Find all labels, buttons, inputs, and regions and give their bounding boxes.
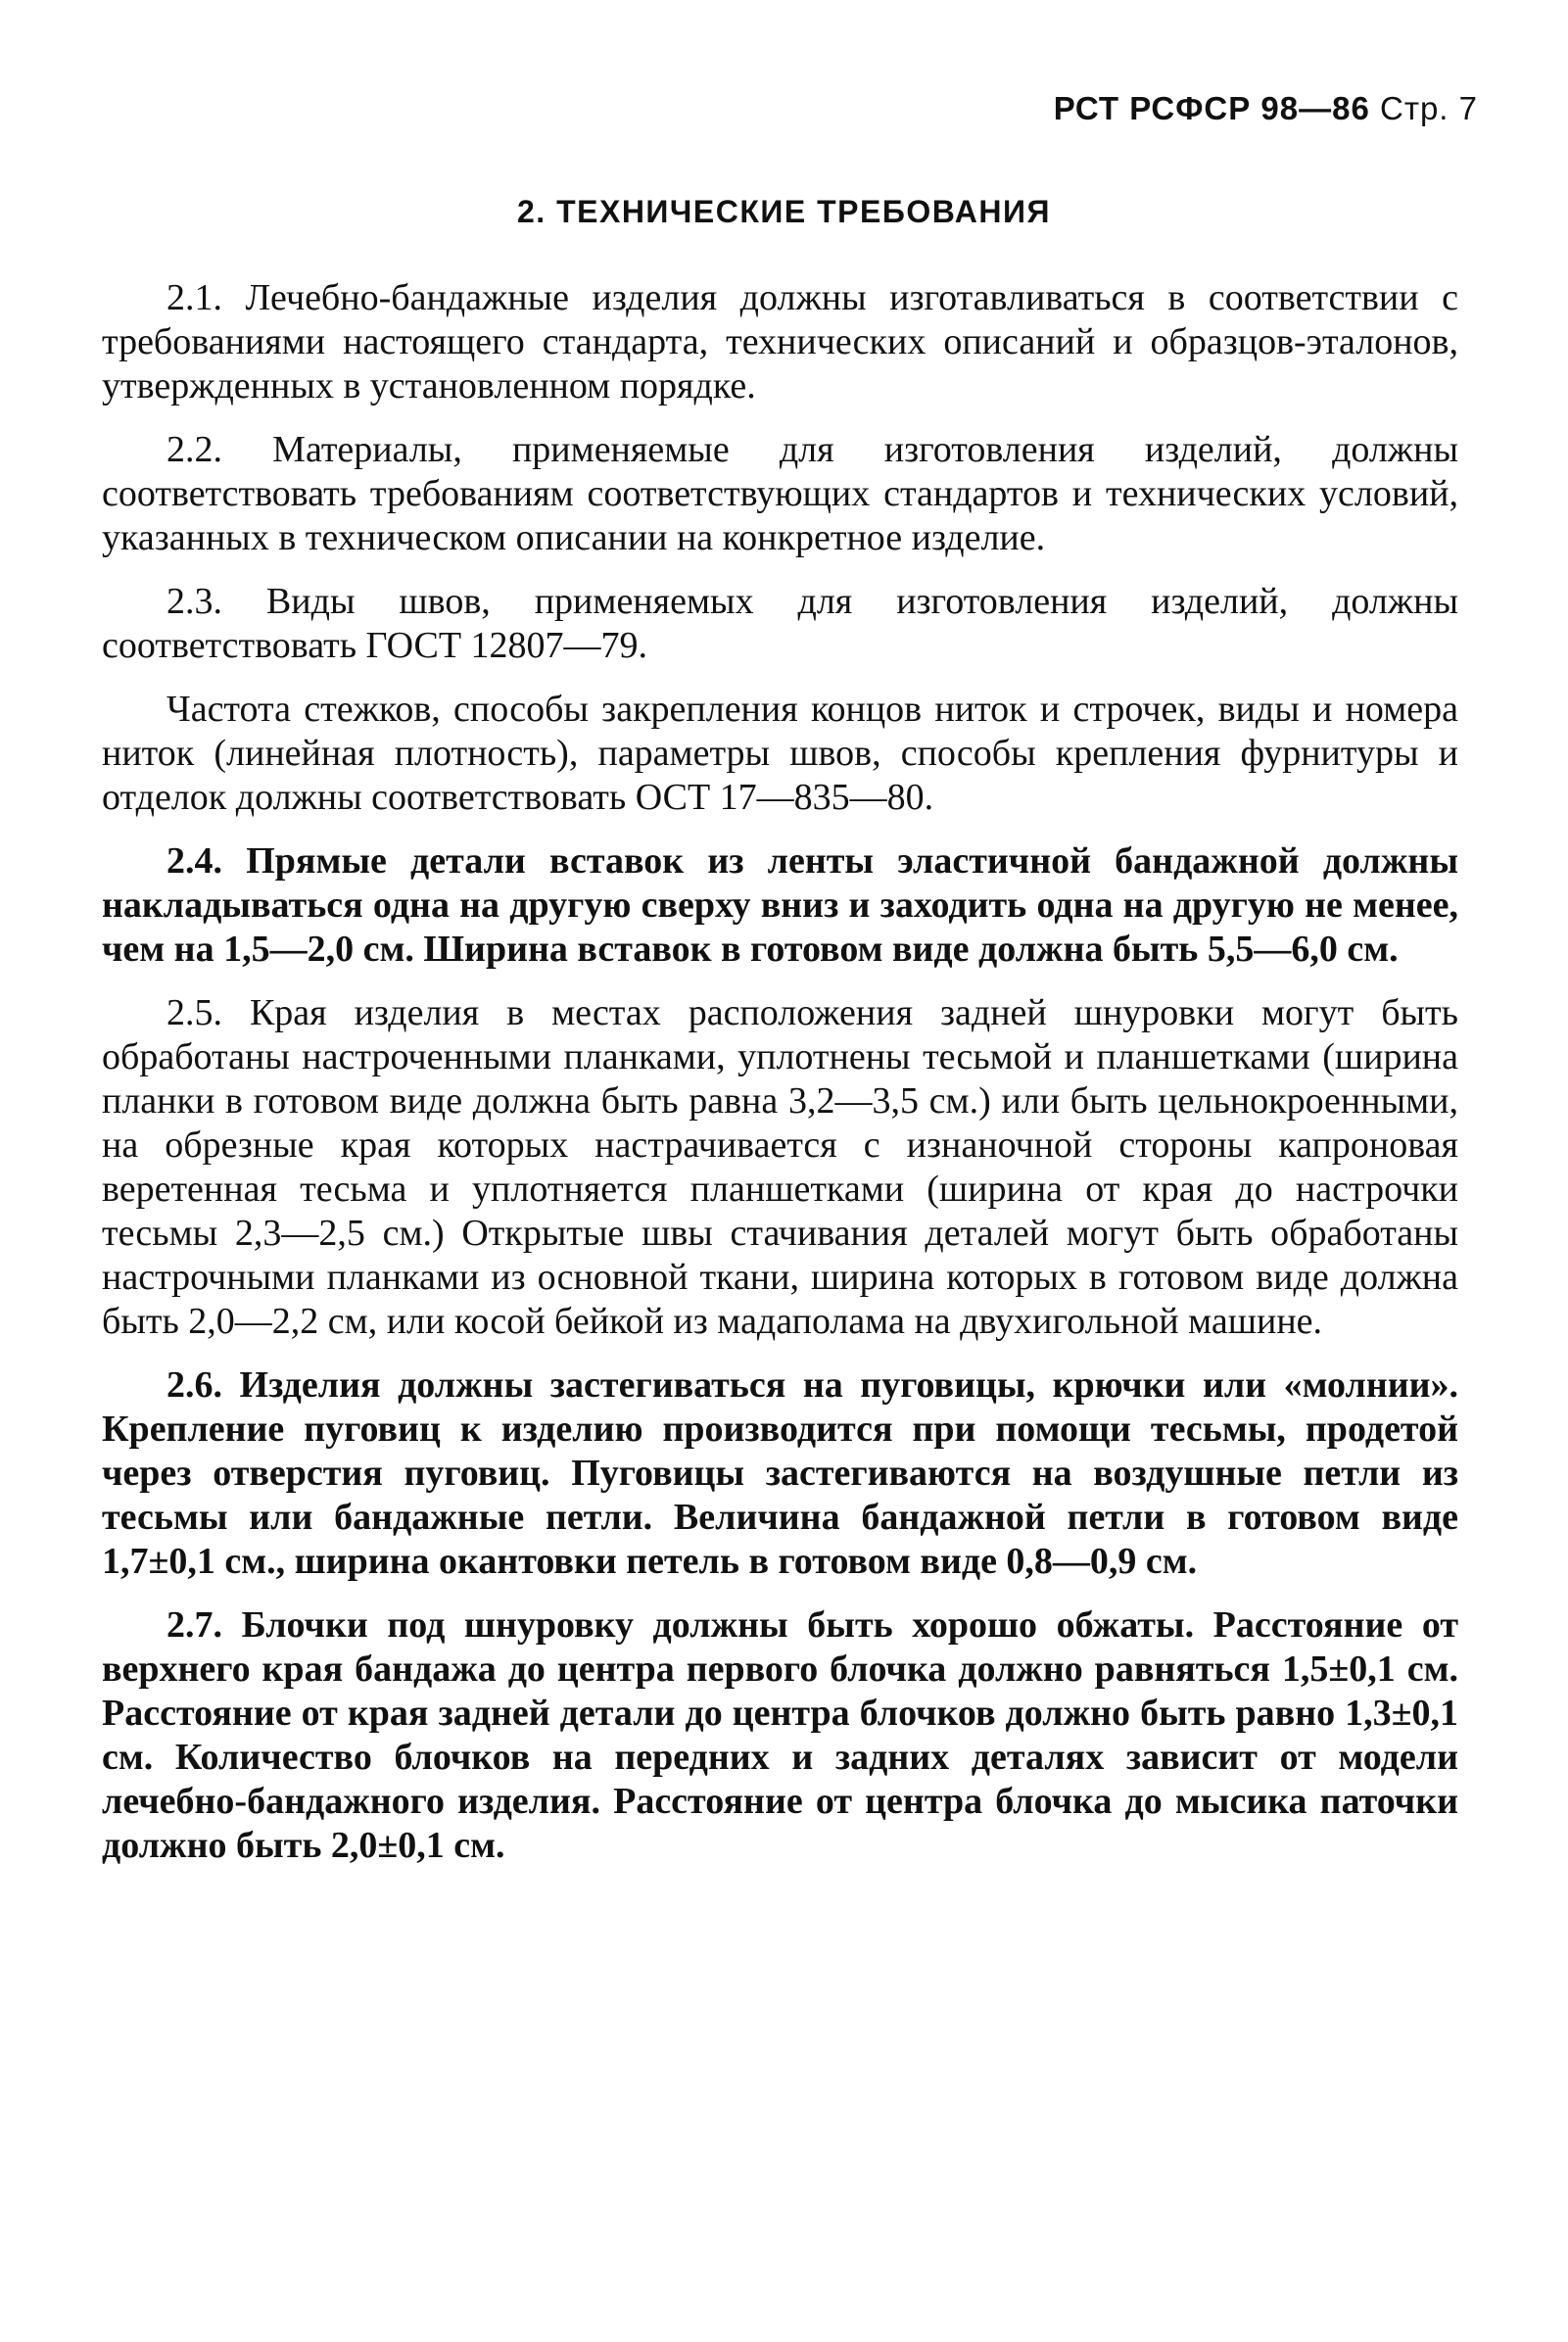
page-header (1054, 90, 1478, 127)
paragraph-2-3-continuation: Частота стежков, способы закрепления концов ниток и строчек, виды и номера ниток (линейная плотность), параметры швов, способы крепления фурнитуры и отделок должны соответствовать ОСТ 17—835—80. (102, 689, 1458, 818)
page-number: Стр. 7 (1380, 90, 1478, 126)
paragraph-2-7: 2.7. Блочки под шнуровку должны быть хорошо обжаты. Расстояние от верхнего края бандажа до центра первого блочка должно равняться 1,5±0,1 см. Расстояние от края задней детали до центра блочков должно быть равно 1,3±0,1 см. Количество блочков на передних и задних деталях зависит от модели лечебно-бандажного изделия. Расстояние от центра блочка до мысика паточки должно быть 2,0±0,1 см. (102, 1604, 1458, 1866)
section-title: 2. ТЕХНИЧЕСКИЕ ТРЕБОВАНИЯ (517, 194, 1051, 229)
paragraph-2-1: 2.1. Лечебно-бандажные изделия должны изготавливаться в соответствии с требованиями настоящего стандарта, технических описаний и образцов-эталонов, утвержденных в установленном порядке. (102, 277, 1458, 406)
paragraph-2-3: 2.3. Виды швов, применяемых для изготовления изделий, должны соответствовать ГОСТ 12807—79. (102, 581, 1458, 666)
paragraph-2-2: 2.2. Материалы, применяемые для изготовления изделий, должны соответствовать требованиям соответствующих стандартов и технических условий, указанных в техническом описании на конкретное изделие. (102, 429, 1458, 558)
paragraph-2-5: 2.5. Края изделия в местах расположения задней шнуровки могут быть обработаны настроченными планками, уплотнены тесьмой и планшетками (ширина планки в готовом виде должна быть равна 3,2—3,5 см.) или быть цельнокроенными, на обрезные края которых настрачивается с изнаночной стороны капроновая веретенная тесьма и уплотняется планшетками (ширина от края до настрочки тесьмы 2,3—2,5 см.) Открытые швы стачивания деталей могут быть обработаны настрочными планками из основной ткани, ширина которых в готовом виде должна быть 2,0—2,2 см, или косой бейкой из мадаполама на двухигольной машине. (102, 992, 1458, 1342)
body-text (102, 276, 1458, 1888)
paragraph-2-6: 2.6. Изделия должны застегиваться на пуговицы, крючки или «молнии». Крепление пуговиц к изделию производится при помощи тесьмы, продетой через отверстия пуговиц. Пуговицы застегиваются на воздушные петли из тесьмы или бандажные петли. Величина бандажной петли в готовом виде 1,7±0,1 см., ширина окантовки петель в готовом виде 0,8—0,9 см. (102, 1364, 1458, 1582)
doc-reference: РСТ РСФСР 98—86 (1053, 90, 1370, 126)
paragraph-2-4: 2.4. Прямые детали вставок из ленты эластичной бандажной должны накладываться одна на другую сверху вниз и заходить одна на другую не менее, чем на 1,5—2,0 см. Ширина вставок в готовом виде должна быть 5,5—6,0 см. (102, 840, 1458, 970)
